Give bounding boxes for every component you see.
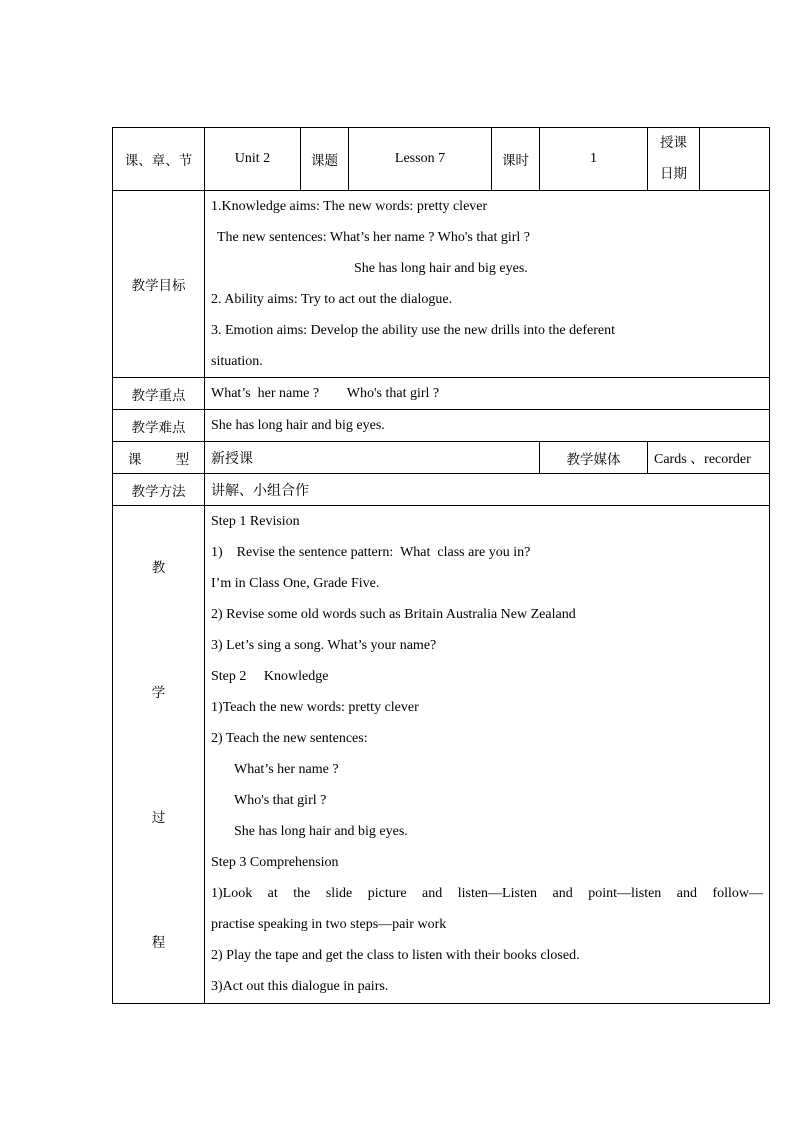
process-line: 2) Play the tape and get the class to listen with their books closed. <box>211 948 580 963</box>
difficulties-label: 教学难点 <box>113 410 205 442</box>
key-points-value: What’s her name ? Who's that girl ? <box>205 378 770 410</box>
process-line: 2) Revise some old words such as Britain Australia New Zealand <box>211 607 576 622</box>
objective-line: 2. Ability aims: Try to act out the dialogue. <box>211 292 453 307</box>
lesson-plan-table <box>112 127 770 1004</box>
date-label <box>648 128 700 191</box>
topic-value: Lesson 7 <box>349 128 492 191</box>
unit-label: 课、章、节 <box>113 128 205 191</box>
process-line: 2) Teach the new sentences: <box>211 731 368 746</box>
process-label-char: 教 <box>151 560 166 576</box>
process-label-char: 过 <box>151 810 166 826</box>
date-label-line-1: 授课 <box>660 135 687 151</box>
process-line: Step 1 Revision <box>211 514 300 529</box>
objective-line: 3. Emotion aims: Develop the ability use the new drills into the deferent <box>211 323 615 338</box>
process-line: Step 3 Comprehension <box>211 855 339 870</box>
process-line: What’s her name ? <box>234 762 339 777</box>
process-label-char: 程 <box>151 935 166 951</box>
lesson-type-label: 课 型 <box>113 442 205 474</box>
process-line: 1)Look at the slide picture and listen—Listen and point—listen and follow— <box>211 886 763 901</box>
key-points-label: 教学重点 <box>113 378 205 410</box>
process-content <box>205 506 770 1004</box>
key-points-row <box>113 378 770 410</box>
process-line: Who's that girl ? <box>234 793 327 808</box>
process-line: 3) Let’s sing a song. What’s your name? <box>211 638 437 653</box>
process-line: Step 2 Knowledge <box>211 669 329 684</box>
objectives-label: 教学目标 <box>113 191 205 378</box>
process-line: 1) Revise the sentence pattern: What class are you in? <box>211 545 531 560</box>
process-line: practise speaking in two steps—pair work <box>211 917 447 932</box>
objective-line: 1.Knowledge aims: The new words: pretty clever <box>211 199 488 214</box>
lesson-type-row <box>113 442 770 474</box>
header-row <box>113 128 770 191</box>
media-value: Cards 、recorder <box>648 442 770 474</box>
process-line: I’m in Class One, Grade Five. <box>211 576 380 591</box>
date-value <box>700 128 770 191</box>
process-row <box>113 506 770 1004</box>
methods-label: 教学方法 <box>113 474 205 506</box>
methods-row <box>113 474 770 506</box>
unit-value: Unit 2 <box>205 128 301 191</box>
process-line: 1)Teach the new words: pretty clever <box>211 700 419 715</box>
difficulties-value: She has long hair and big eyes. <box>205 410 770 442</box>
objective-line: situation. <box>211 354 263 369</box>
objective-line: She has long hair and big eyes. <box>354 261 528 276</box>
lesson-type-value: 新授课 <box>205 442 540 474</box>
process-label-char: 学 <box>151 685 166 701</box>
objectives-row <box>113 191 770 378</box>
process-line: 3)Act out this dialogue in pairs. <box>211 979 389 994</box>
topic-label: 课题 <box>301 128 349 191</box>
process-line: She has long hair and big eyes. <box>234 824 408 839</box>
period-label: 课时 <box>492 128 540 191</box>
methods-value: 讲解、小组合作 <box>205 474 770 506</box>
difficulties-row <box>113 410 770 442</box>
objective-line: The new sentences: What’s her name ? Who's that girl ? <box>217 230 531 245</box>
date-label-line-2: 日期 <box>660 166 687 182</box>
process-label <box>113 506 205 1004</box>
media-label: 教学媒体 <box>540 442 648 474</box>
period-value: 1 <box>540 128 648 191</box>
objectives-content <box>205 191 770 378</box>
